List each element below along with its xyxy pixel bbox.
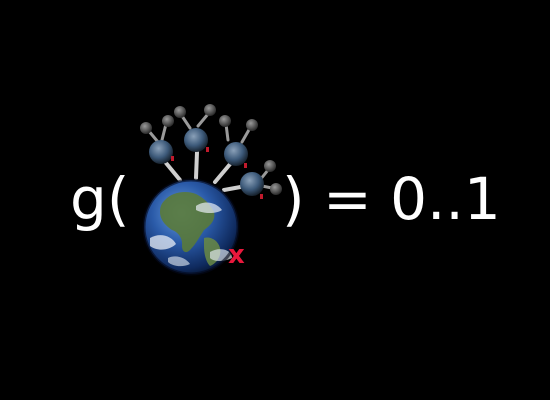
small-earth-icon — [174, 106, 186, 118]
neighbor-marker — [260, 194, 263, 199]
formula-result: ) = 0..1 — [282, 165, 501, 233]
neighbor-marker — [206, 147, 209, 152]
small-earth-icon — [204, 104, 216, 116]
small-earth-icon — [240, 172, 264, 196]
small-earth-icon — [270, 183, 282, 195]
function-open: g( — [70, 165, 130, 233]
earth-globe-icon — [144, 180, 238, 274]
small-earth-icon — [162, 115, 174, 127]
small-earth-icon — [264, 160, 276, 172]
small-earth-icon — [246, 119, 258, 131]
small-earth-icon — [184, 128, 208, 152]
small-earth-icon — [219, 115, 231, 127]
neighbor-marker — [244, 163, 247, 168]
small-earth-icon — [140, 122, 152, 134]
small-earth-icon — [224, 142, 248, 166]
neighbor-marker — [171, 156, 174, 161]
small-earth-icon — [149, 140, 173, 164]
variable-label: x — [228, 240, 245, 270]
